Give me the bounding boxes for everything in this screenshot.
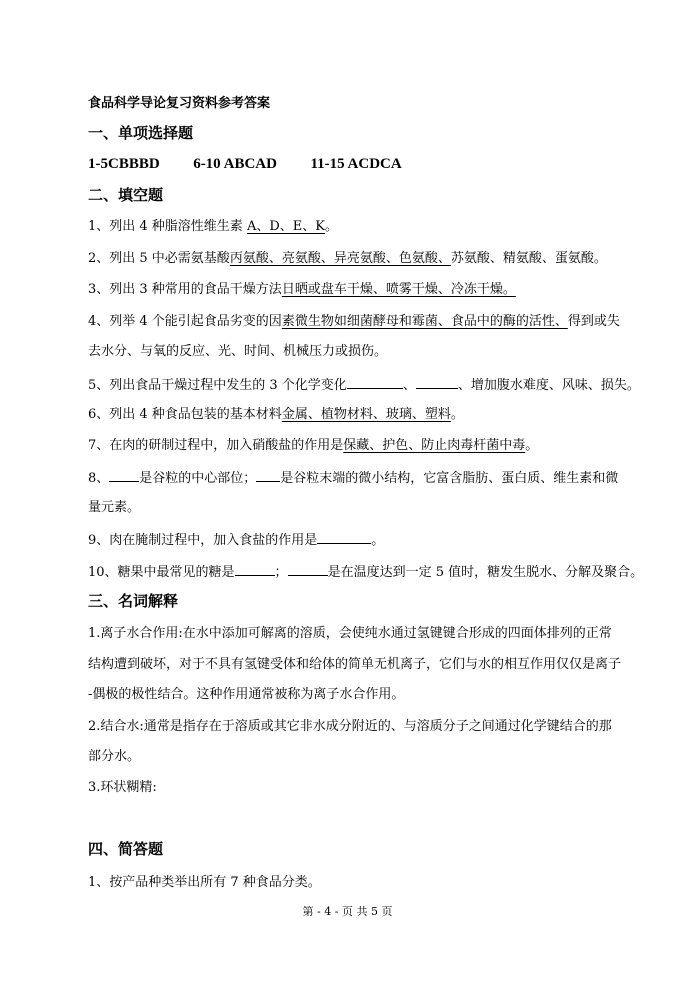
fill-question-5: 5、列出食品干燥过程中发生的 3 个化学变化 、 、增加腹水难度、风味、损失。 [88, 375, 655, 395]
answer-2: 丙氨酸、亮氨酸、异亮氨酸、色氨酸、 [229, 251, 451, 266]
answer-1: A、D、E、K [246, 219, 325, 234]
blank-5b [416, 375, 458, 389]
blank-9 [317, 530, 371, 544]
section4-heading: 四、简答题 [88, 840, 164, 858]
definition-1-line1: 1.离子水合作用:在水中添加可解离的溶质，会使纯水通过氢键键合形成的四面体排列的正常 [88, 626, 612, 641]
answer-7: 保藏、护色、防止肉毒杆菌中毒 [343, 438, 526, 453]
blank-5a [347, 375, 403, 389]
fill-question-7: 7、在肉的研制过程中，加入硝酸盐的作用是保藏、护色、防止肉毒杆菌中毒。 [88, 438, 539, 453]
fill-question-8-cont: 量元素。 [88, 500, 141, 515]
definition-3: 3.环状糊精: [88, 780, 157, 795]
answers-1-5: 1-5CBBBD [88, 156, 160, 172]
fill-question-6: 6、列出 4 种食品包装的基本材料金属、植物材料、玻璃、塑料。 [88, 407, 464, 422]
section3-heading: 三、名词解释 [88, 592, 179, 610]
blank-8a [109, 468, 139, 482]
fill-question-9: 9、肉在腌制过程中，加入食盐的作用是 。 [88, 530, 655, 550]
blank-10a [235, 562, 275, 576]
short-answer-1: 1、按产品种类举出所有 7 种食品分类。 [88, 875, 321, 890]
fill-question-3: 3、列出 3 种常用的食品干燥方法日晒或盘车干燥、喷雾干燥、冷冻干燥。 [88, 282, 516, 297]
definition-1-line3: -偶极的极性结合。这种作用通常被称为离子水合作用。 [88, 687, 405, 702]
definition-2-line1: 2.结合水:通常是指存在于溶质或其它非水成分附近的、与溶质分子之间通过化学键结合的那 [88, 719, 612, 734]
blank-8b [256, 468, 280, 482]
fill-question-8: 8、 是谷粒的中心部位； 是谷粒末端的微小结构，它富含脂肪、蛋白质、维生素和微 [88, 468, 655, 488]
fill-question-4: 4、列举 4 个能引起食品劣变的因素微生物如细菌酵母和霉菌、食品中的酶的活性、得到或失 [88, 314, 620, 329]
definition-2-line2: 部分水。 [88, 749, 141, 764]
definition-1-line2: 结构遭到破坏，对于不具有氢键受体和给体的简单无机离子，它们与水的相互作用仅仅是离子 [88, 657, 622, 672]
fill-question-4-cont: 去水分、与氧的反应、光、时间、机械压力或损伤。 [88, 344, 388, 359]
blank-10b [288, 562, 328, 576]
answers-11-15: 11-15 ACDCA [310, 156, 402, 172]
section2-heading: 二、填空题 [88, 186, 164, 204]
fill-question-10: 10、糖果中最常见的糖是 ； 是在温度达到一定 5 值时，糖发生脱水、分解及聚合。 [88, 562, 655, 582]
answer-4: 素微生物如细菌酵母和霉菌、食品中的酶的活性、 [281, 314, 568, 329]
section1-heading: 一、单项选择题 [88, 124, 194, 142]
answers-6-10: 6-10 ABCAD [193, 156, 277, 172]
choice-answers [88, 155, 655, 173]
page-footer: 第 - 4 - 页 共 5 页 [302, 905, 393, 918]
answer-6: 金属、植物材料、玻璃、塑料 [281, 407, 451, 422]
document-title: 食品科学导论复习资料参考答案 [88, 96, 271, 111]
answer-3: 日晒或盘车干燥、喷雾干燥、冷冻干燥。 [281, 282, 516, 297]
fill-question-1: 1、列出 4 种脂溶性维生素 A、D、E、K。 [88, 219, 338, 234]
fill-question-2: 2、列出 5 中必需氨基酸丙氨酸、亮氨酸、异亮氨酸、色氨酸、苏氨酸、精氨酸、蛋氨酸。 [88, 251, 607, 266]
